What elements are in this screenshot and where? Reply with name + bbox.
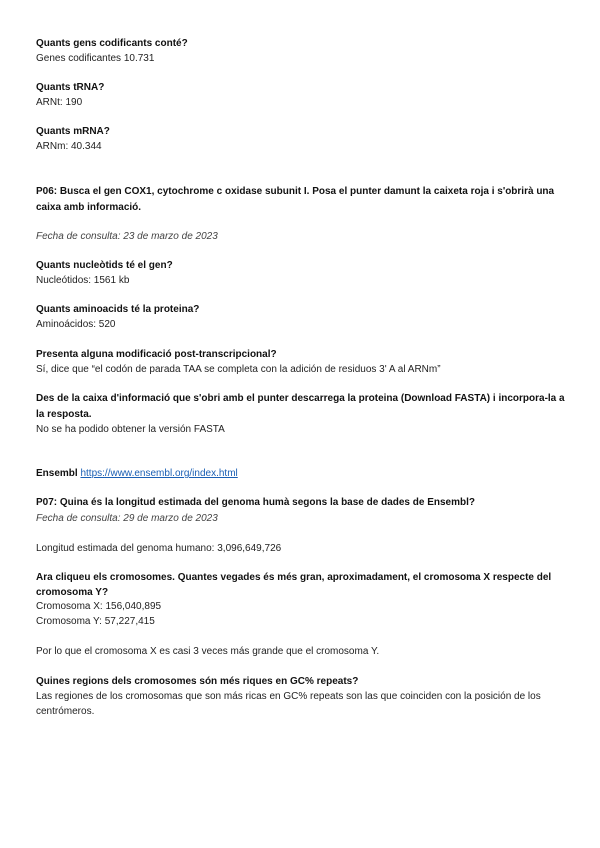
- answer-trna: ARNt: 190: [36, 97, 83, 108]
- question-gc-repeats: Quines regions dels cromosomes són més riques en GC% repeats?: [36, 676, 359, 687]
- question-amino-acids: Quants aminoacids té la proteina?: [36, 304, 200, 315]
- question-post-transcriptional: Presenta alguna modificació post-transcripcional?: [36, 349, 277, 360]
- answer-chromosome-y: Cromosoma Y: 57,227,415: [36, 616, 155, 627]
- answer-chromosome-conclusion: Por lo que el cromosoma X es casi 3 veces más grande que el cromosoma Y.: [36, 646, 380, 657]
- ensembl-link[interactable]: https://www.ensembl.org/index.html: [80, 468, 238, 479]
- ensembl-reference: [36, 466, 566, 481]
- answer-post-transcriptional: Sí, dice que “el codón de parada TAA se completa con la adición de residuos 3' A al ARNm”: [36, 364, 441, 375]
- answer-genome-length: Longitud estimada del genoma humano: 3,096,649,726: [36, 543, 282, 554]
- answer-nucleotides: Nucleótidos: 1561 kb: [36, 275, 130, 286]
- question-coding-genes: Quants gens codificants conté?: [36, 38, 188, 49]
- exercise-p07-heading: P07: Quina és la longitud estimada del genoma humà segons la base de dades de Ensembl?: [36, 497, 476, 508]
- question-chromosome-comparison: Ara cliqueu els cromosomes. Quantes vegades és més gran, aproximadament, el cromosoma X respecte del cromosoma Y?: [36, 572, 552, 598]
- answer-amino-acids: Aminoácidos: 520: [36, 319, 116, 330]
- exercise-p06-heading: P06: Busca el gen COX1, cytochrome c oxidase subunit I. Posa el punter damunt la caixeta roja i s'obrirà una caixa amb informació.: [36, 186, 555, 213]
- answer-mrna: ARNm: 40.344: [36, 141, 102, 152]
- answer-gc-repeats: Las regiones de los cromosomas que son más ricas en GC% repeats son las que coinciden con la posición de los centrómeros.: [36, 691, 541, 717]
- question-download-fasta: Des de la caixa d'informació que s'obri amb el punter descarrega la proteina (Download FASTA) i incorpora-la a la resposta.: [36, 393, 565, 420]
- question-trna: Quants tRNA?: [36, 82, 105, 93]
- ensembl-label: Ensembl: [36, 468, 78, 479]
- query-date-p06: Fecha de consulta: 23 de marzo de 2023: [36, 231, 218, 242]
- question-mrna: Quants mRNA?: [36, 126, 110, 137]
- question-nucleotides: Quants nucleòtids té el gen?: [36, 260, 173, 271]
- answer-coding-genes: Genes codificantes 10.731: [36, 53, 155, 64]
- answer-download-fasta: No se ha podido obtener la versión FASTA: [36, 424, 225, 435]
- answer-chromosome-x: Cromosoma X: 156,040,895: [36, 601, 162, 612]
- query-date-p07: Fecha de consulta: 29 de marzo de 2023: [36, 513, 218, 524]
